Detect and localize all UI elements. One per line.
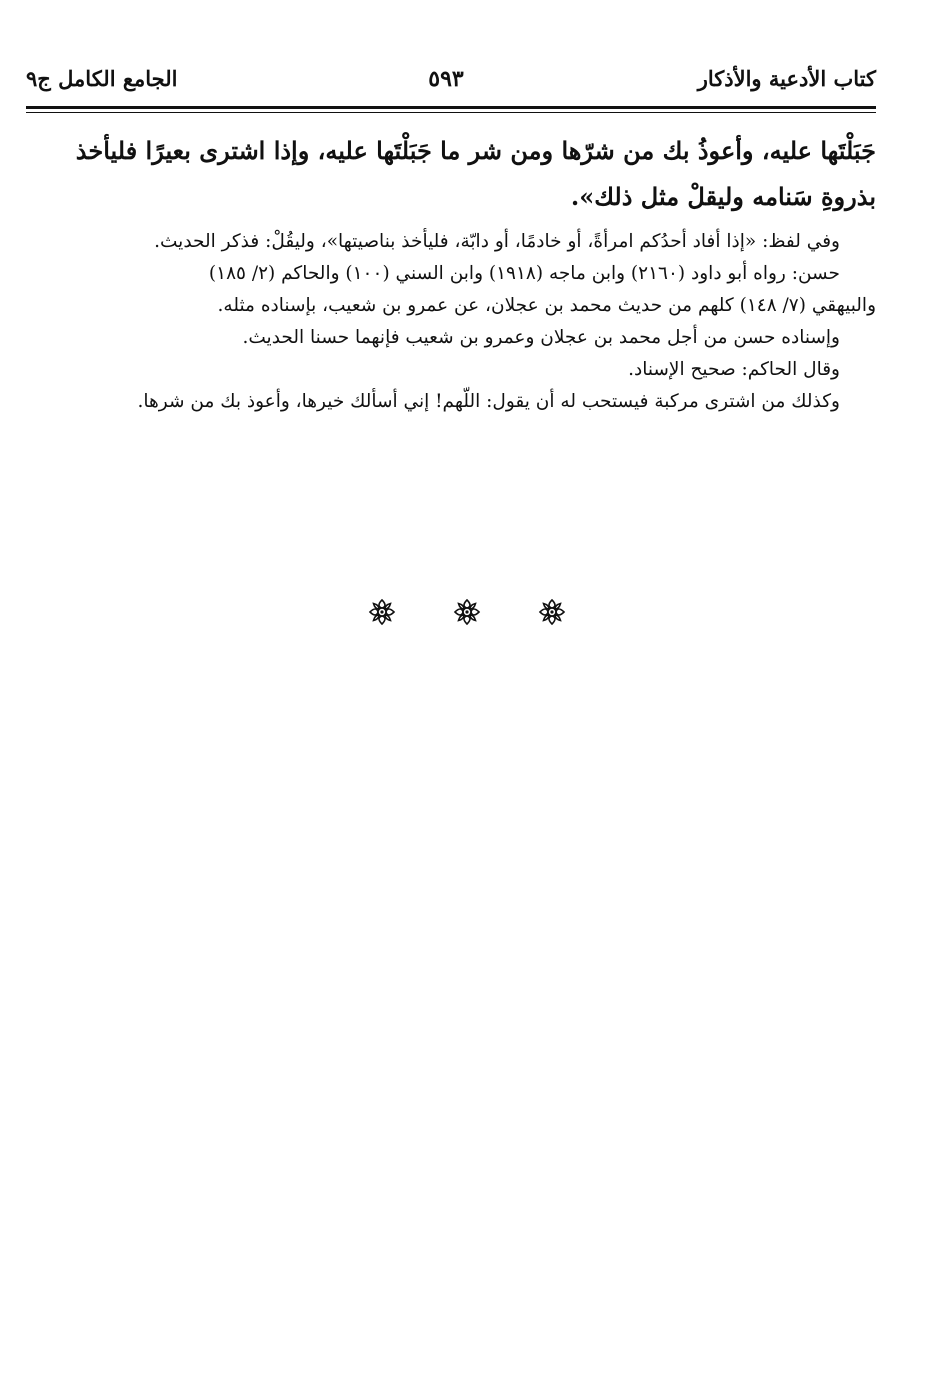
takhrij-line-1: حسن: رواه أبو داود (٢١٦٠) وابن ماجه (١٩١٨) وابن السني (١٠٠) والحاكم (٢/ ١٨٥) [208, 263, 840, 284]
hakim-grading: وقال الحاكم: صحيح الإسناد. [628, 359, 840, 380]
chapter-title: كتاب الأدعية والأذكار [697, 66, 876, 91]
hadith-text-line-2: بذروةِ سَنامه وليقلْ مثل ذلك». [570, 182, 876, 211]
header-rule-thick [26, 106, 876, 109]
book-title: الجامع الكامل ج٩ [26, 66, 178, 91]
vehicle-supplication: وكذلك من اشترى مركبة فيستحب له أن يقول: اللّهم! إني أسألك خيرها، وأعوذ بك من شرها. [137, 391, 840, 412]
section-divider-ornaments [367, 594, 567, 630]
running-header [26, 60, 876, 100]
isnad-grading: وإسناده حسن من أجل محمد بن عجلان وعمرو بن شعيب فإنهما حسنا الحديث. [242, 327, 840, 348]
variant-wording: وفي لفظ: «إذا أفاد أحدُكم امرأةً، أو خادمًا، أو دابّة، فليأخذ بناصيتها»، وليقُلْ: فذكر الحديث. [154, 231, 840, 252]
header-rule-thin [26, 112, 876, 113]
flower-ornament-icon [452, 597, 482, 627]
flower-ornament-icon [367, 597, 397, 627]
takhrij-line-2: والبيهقي (٧/ ١٤٨) كلهم من حديث محمد بن عجلان، عن عمرو بن شعيب، بإسناده مثله. [217, 295, 876, 316]
hadith-text-line-1: جَبَلْتَها عليه، وأعوذُ بك من شرّها ومن شر ما جَبَلْتَها عليه، وإذا اشترى بعيرًا فليأخذ [75, 136, 876, 165]
page-body [40, 128, 876, 418]
flower-ornament-icon [537, 597, 567, 627]
page-number: ٥٩٣ [428, 66, 464, 92]
